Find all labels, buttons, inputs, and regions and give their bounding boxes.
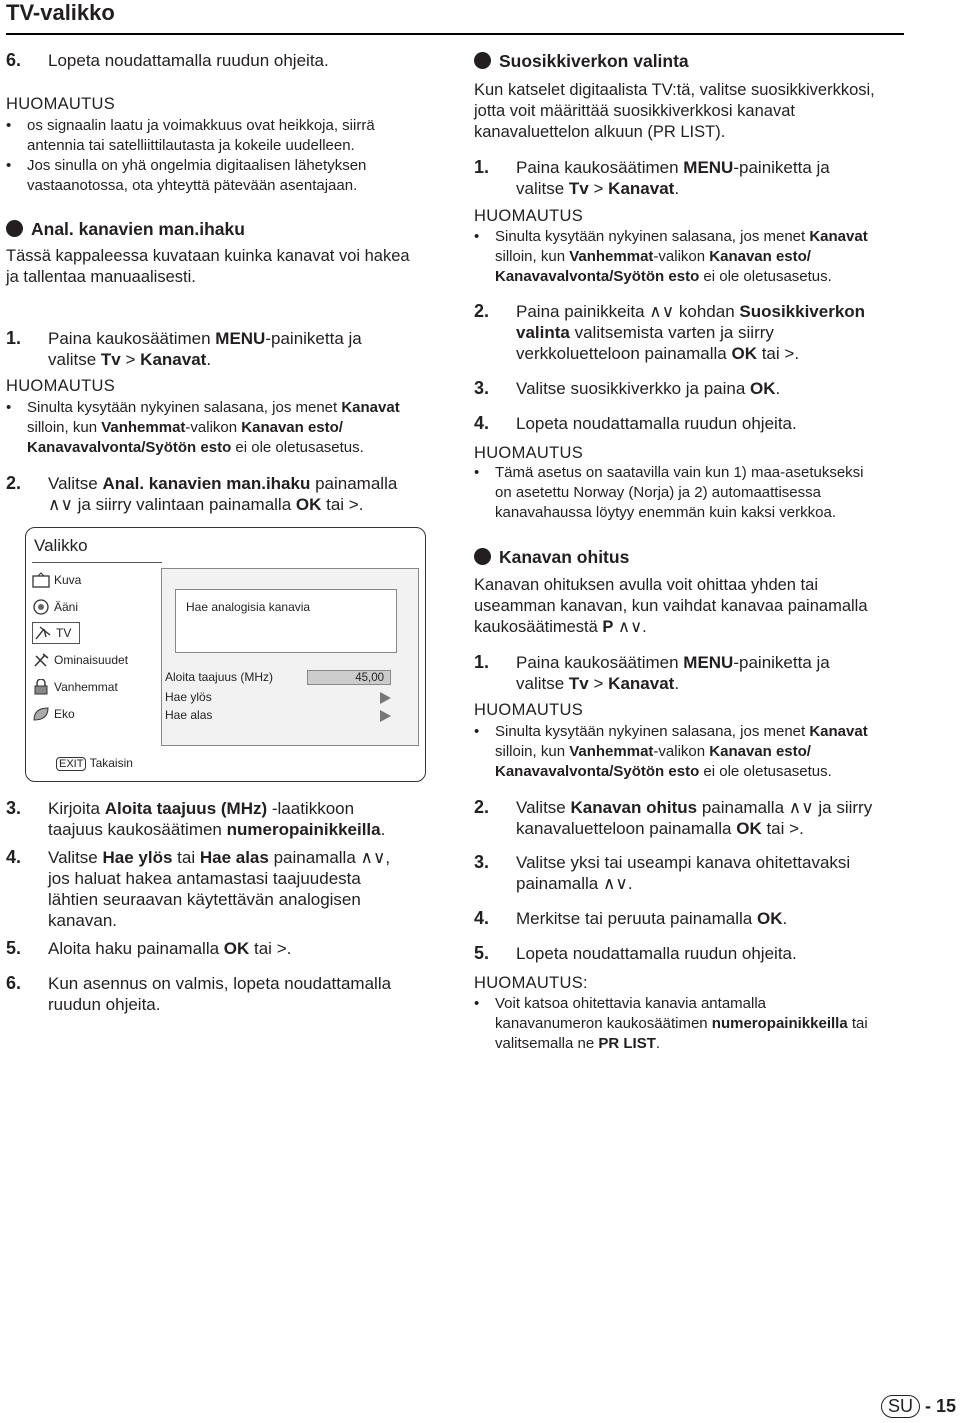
step-4: 4. Lopeta noudattamalla ruudun ohjeita. (474, 413, 797, 433)
start-frequency-value[interactable]: 45,00 (307, 670, 391, 685)
search-analog-box (175, 589, 397, 653)
leaf-icon (32, 706, 50, 722)
note-heading: HUOMAUTUS: (474, 974, 588, 992)
bullet-disc-icon (474, 52, 491, 69)
section-intro: Tässä kappaleessa kuvataan kuinka kanavat voi hakea ja tallentaa manuaalisesti. (6, 247, 410, 286)
exit-back-hint: EXIT Takaisin (56, 756, 133, 771)
picture-icon (32, 572, 50, 588)
menu-content-panel (161, 568, 419, 746)
search-analog-label: Hae analogisia kanavia (186, 600, 311, 614)
page-number-badge (881, 1395, 956, 1418)
page-title: TV-valikko (6, 0, 115, 25)
play-arrow-icon (380, 710, 391, 722)
menu-item-ominaisuudet[interactable]: Ominaisuudet (32, 652, 128, 668)
language-badge: SU (881, 1395, 920, 1418)
menu-item-kuva[interactable]: Kuva (32, 572, 81, 588)
exit-key: EXIT (56, 757, 86, 771)
bullet-disc-icon (6, 220, 23, 237)
step-1: 1. Paina kaukosäätimen MENU-painiketta ja valitse Tv > Kanavat. (6, 328, 362, 369)
section-heading-channel-skip: Kanavan ohitus (474, 547, 629, 568)
step-5: 5. Lopeta noudattamalla ruudun ohjeita. (474, 943, 797, 963)
step-1: 1. Paina kaukosäätimen MENU-painiketta ja valitse Tv > Kanavat. (474, 157, 830, 198)
menu-item-eko[interactable]: Eko (32, 706, 75, 722)
tv-menu-screen (25, 527, 426, 782)
menu-title: Valikko (34, 536, 88, 555)
step-2: 2. Valitse Kanavan ohitus painamalla ∧∨ ja siirry kanavaluetteloon painamalla OK tai >. (474, 797, 873, 838)
title-divider (6, 33, 904, 35)
page-number: - 15 (925, 1396, 957, 1416)
menu-item-tv[interactable]: TV (32, 622, 80, 644)
menu-title-divider (32, 562, 162, 563)
lock-icon (32, 679, 50, 695)
note-heading: HUOMAUTUS (6, 95, 116, 113)
menu-item-aani[interactable]: Ääni (32, 599, 78, 615)
bullet-disc-icon (474, 548, 491, 565)
step-6: 6. Kun asennus on valmis, lopeta noudattamalla ruudun ohjeita. (6, 973, 392, 1014)
sound-icon (32, 599, 50, 615)
section-heading-analog: Anal. kanavien man.ihaku (6, 219, 245, 240)
step-3: 3. Valitse yksi tai useampi kanava ohitettavaksi painamalla ∧∨. (474, 852, 851, 893)
step-4: 4. Merkitse tai peruuta painamalla OK. (474, 908, 788, 928)
section-intro: Kanavan ohituksen avulla voit ohittaa yhden tai useamman kanavan, kun vaihdat kanavaa painamalla kaukosäätimestä P ∧∨. (474, 576, 868, 636)
note-heading: HUOMAUTUS (474, 444, 584, 462)
step-4: 4. Valitse Hae ylös tai Hae alas painamalla ∧∨, jos haluat hakea antamastasi taajuudesta lähtien seuraavan käytettävän analogisen kanavan. (6, 847, 391, 930)
search-up-row[interactable]: Hae ylös (165, 690, 405, 706)
step-2: 2. Valitse Anal. kanavien man.ihaku painamalla ∧∨ ja siirry valintaan painamalla OK tai >. (6, 473, 398, 514)
note-heading: HUOMAUTUS (6, 377, 116, 395)
section-intro: Kun katselet digitaalista TV:tä, valitse suosikkiverkkosi, jotta voit määrittää suosikkiverkkosi kanavat kanavaluettelon alkuun (PR LIST). (474, 81, 875, 141)
step-5: 5. Aloita haku painamalla OK tai >. (6, 938, 292, 958)
menu-item-vanhemmat[interactable]: Vanhemmat (32, 679, 118, 695)
step-2: 2. Paina painikkeita ∧∨ kohdan Suosikkiverkon valinta valitsemista varten ja siirry verkkoluetteloon painamalla OK tai >. (474, 301, 866, 363)
step-3: 3. Kirjoita Aloita taajuus (MHz) -laatikkoon taajuus kaukosäätimen numeropainikkeilla. (6, 798, 386, 839)
step-1: 1. Paina kaukosäätimen MENU-painiketta ja valitse Tv > Kanavat. (474, 652, 830, 693)
start-frequency-row[interactable]: Aloita taajuus (MHz) 45,00 (165, 670, 405, 686)
note-heading: HUOMAUTUS (474, 701, 584, 719)
antenna-icon (34, 625, 52, 641)
search-down-row[interactable]: Hae alas (165, 708, 405, 724)
play-arrow-icon (380, 692, 391, 704)
section-heading-favorite-network: Suosikkiverkon valinta (474, 51, 689, 72)
step-3: 3. Valitse suosikkiverkko ja paina OK. (474, 378, 781, 398)
step-6-top: 6. Lopeta noudattamalla ruudun ohjeita. (6, 50, 329, 70)
note-heading: HUOMAUTUS (474, 207, 584, 225)
tools-icon (32, 652, 50, 668)
